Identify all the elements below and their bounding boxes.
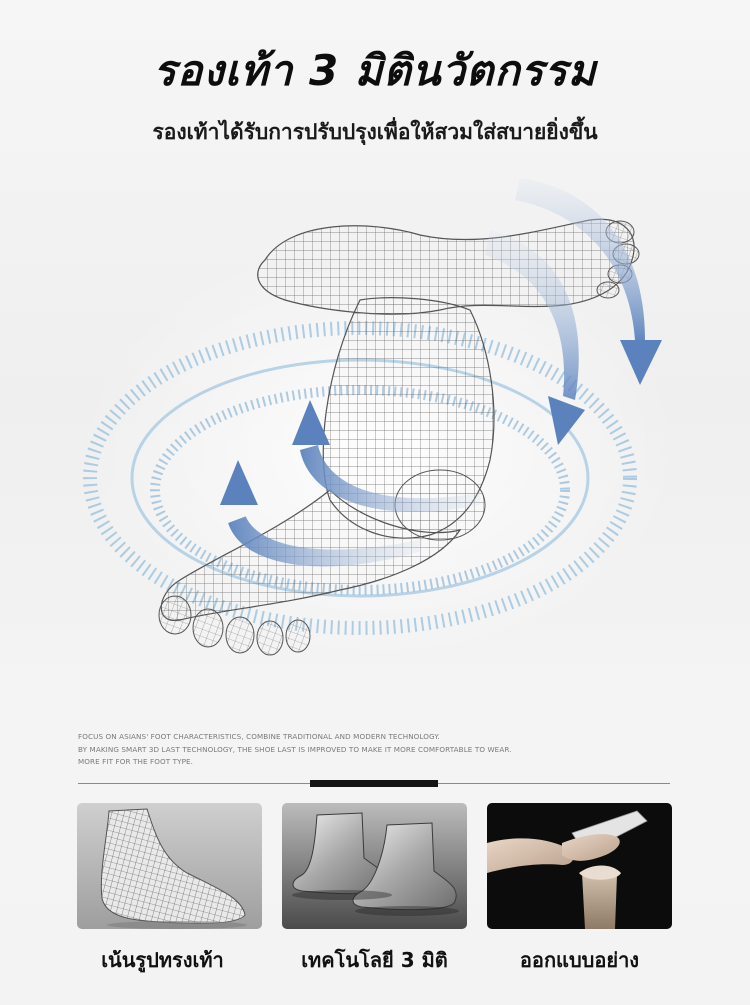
craftsman-hands-image [487,803,672,929]
tech-description-line-1: FOCUS ON ASIANS' FOOT CHARACTERISTICS, COMBINE TRADITIONAL AND MODERN TECHNOLOGY. [78,732,440,741]
tech-description-line-2: BY MAKING SMART 3D LAST TECHNOLOGY, THE SHOE LAST IS IMPROVED TO MAKE IT MORE COMFORTABLE TO WEAR. [78,744,512,754]
section-divider-accent [310,780,438,787]
feature-caption-3d-technology: เทคโนโลยี 3 มิติ [301,948,448,972]
tech-description-line-3: MORE FIT FOR THE FOOT TYPE. [78,757,194,766]
feature-caption-foot-shape: เน้นรูปทรงเท้า [101,948,224,972]
page-subtitle: รองเท้าได้รับการปรับปรุงเพื่อให้สวมใส่สบายยิ่งขึ้น [152,120,598,144]
feature-caption-design: ออกแบบอย่าง [519,948,640,972]
foot-last-wireframe-image [77,803,262,929]
foot-wireframe-illustration [60,160,700,700]
technology-description [78,731,678,769]
page-title: รองเท้า 3 มิตินวัตกรรม [153,46,597,95]
metal-boot-lasts-image [282,803,467,929]
